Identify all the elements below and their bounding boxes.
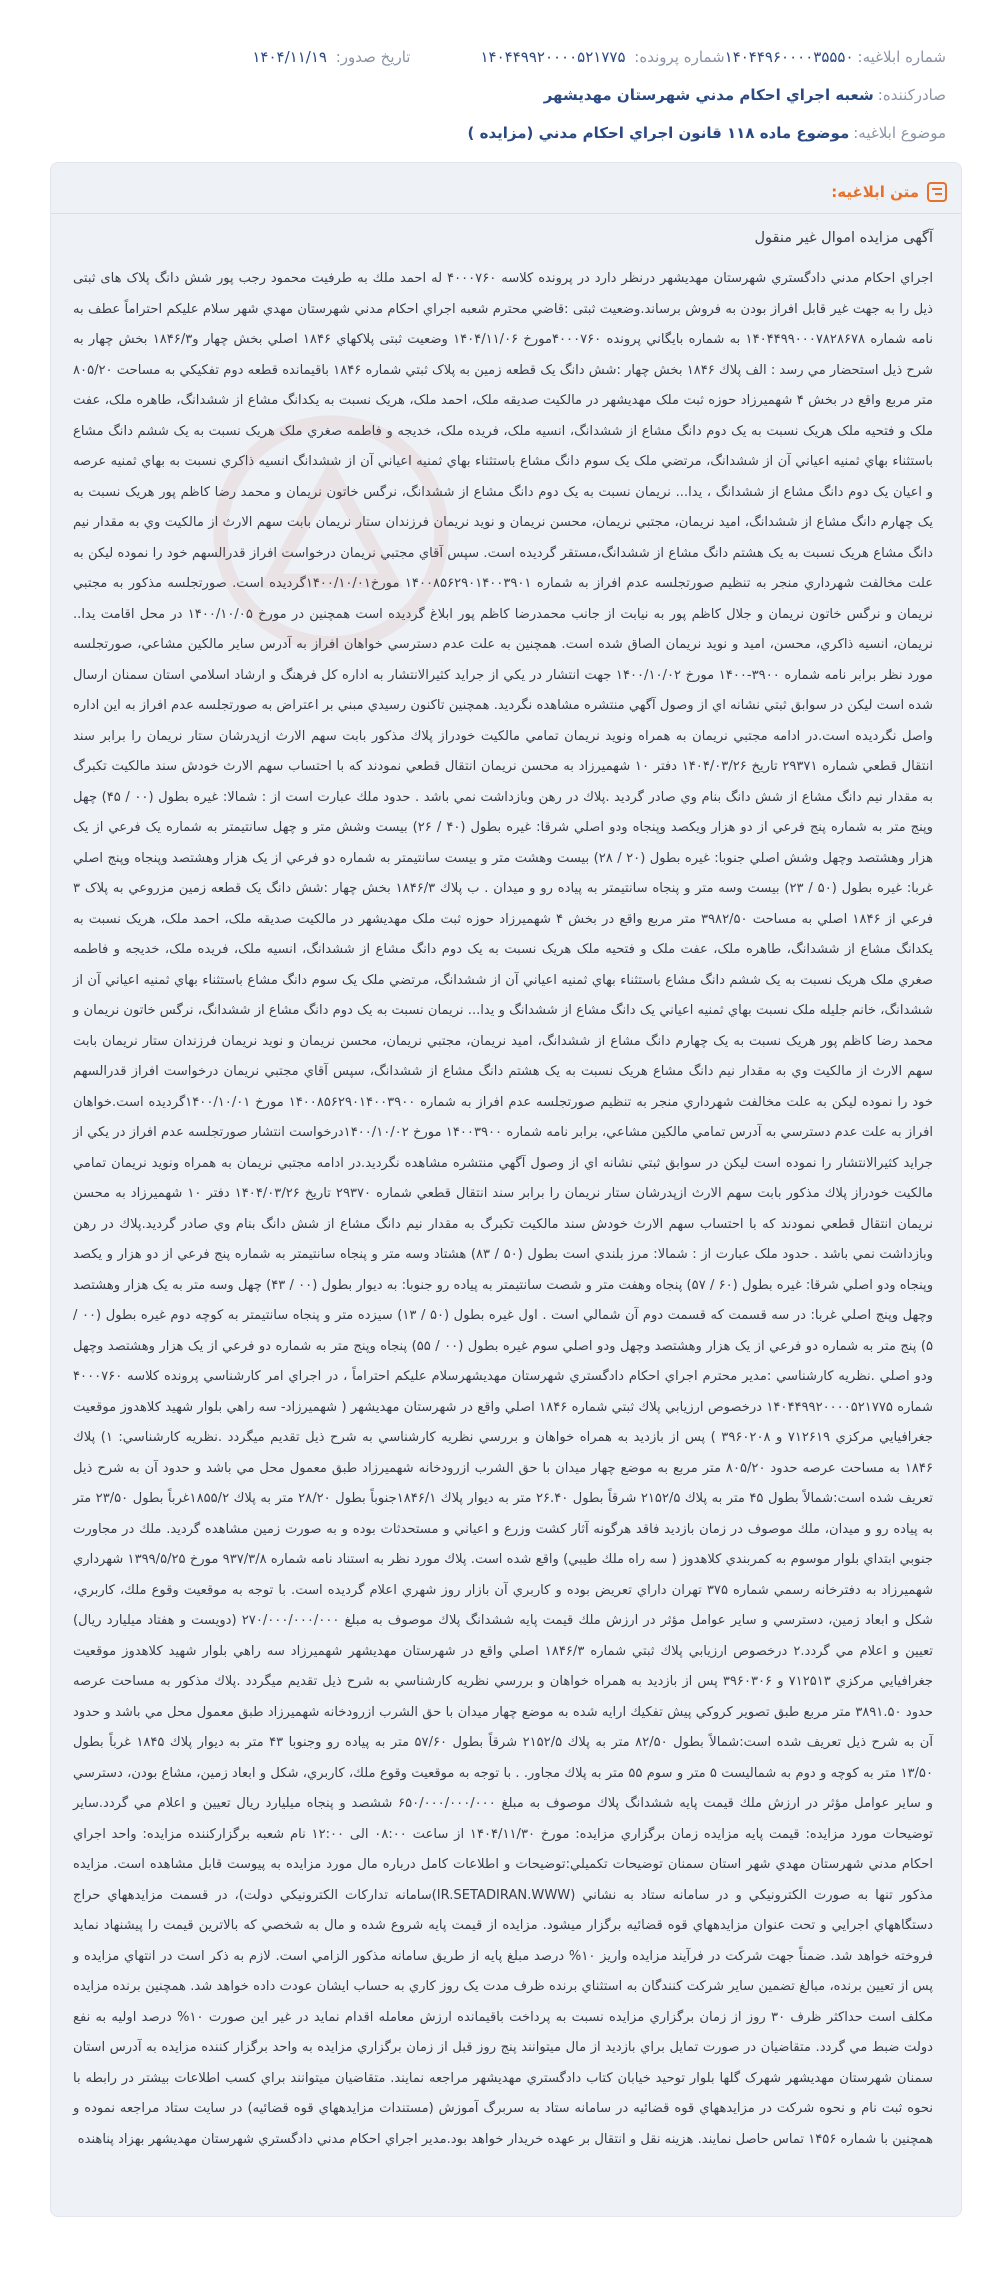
issue-date-label: تاریخ صدور: <box>335 48 411 66</box>
case-number: ۱۴۰۴۴۹۹۲۰۰۰۰۵۲۱۷۷۵ <box>480 48 626 66</box>
issuer: شعبه اجراي احكام مدني شهرستان مهديشهر <box>543 86 874 104</box>
meta-row <box>54 46 946 68</box>
case-number-label: شماره پرونده: <box>634 48 725 66</box>
issuer-label: صادرکننده: <box>877 86 946 104</box>
card-header <box>51 163 961 209</box>
notice-heading: آگهی مزایده اموال غیر منقول <box>754 230 933 246</box>
issue-date: ۱۴۰۴/۱۱/۱۹ <box>252 48 327 66</box>
notice-header <box>0 0 1000 160</box>
issuer-row <box>54 84 946 106</box>
notice-number: ۱۴۰۴۴۹۶۰۰۰۰۳۵۵۵۰ <box>724 48 854 66</box>
subject-label: موضوع ابلاغیه: <box>853 124 946 142</box>
notice-number-label: شماره ابلاغیه: <box>857 48 946 66</box>
notice-icon <box>927 182 947 202</box>
card-body <box>51 214 961 2155</box>
subject-row <box>54 122 946 144</box>
notice-card <box>50 162 962 2217</box>
subject: موضوع ماده ۱۱۸ قانون اجراي احكام مدني (مزايده ) <box>467 124 850 142</box>
issue-date-group <box>252 48 410 66</box>
notice-body-text: اجراي احكام مدني دادگستري شهرستان مهديشهر درنظر دارد در پرونده كلاسه ۴۰۰۰۷۶۰ له احمد ملك به طرفيت محمود رجب پور شش دانگ پلاک های ثبتی ذیل را به جهت غیر قابل افراز بودن به فروش برساند.وضعیت ثبتی :قاضي محترم شعبه اجراي احكام مدني شهرستان مهدي شهر سلام عليكم احتراماً عطف به نامه شماره ۱۴۰۴۴۹۹۰۰۰۷۸۲۸۶۷۸ به شماره بايگاني پرونده ۴۰۰۰۷۶۰مورخ ۱۴۰۴/۱۱/۰۶ وضعیت ثبتی پلاكهاي ۱۸۴۶ اصلي بخش چهار و۱۸۴۶/۳ بخش چهار به شرح ذيل استحضار مي رسد : الف پلاك ۱۸۴۶ بخش چهار :شش دانگ يک قطعه زمين به پلاک ثبتي شماره ۱۸۴۶ باقيمانده قطعه دوم تفکيکي به مساحت ۸۰۵/۲۰ متر مربع واقع در بخش ۴ شهميرزاد حوزه ثبت ملک مهديشهر در مالکيت صديقه ملک، احمد ملک، هريک نسبت به يکدانگ مشاع از ششدانگ، طاهره ملک، عفت ملک و فتحيه ملک هريک نسبت به يک دوم دانگ مشاع از ششدانگ، انسيه ملک، فريده ملک، خديجه و فاطمه صغري ملک هريک نسبت به يک ششم دانگ مشاع باستثناء بهاي ثمنيه اعياني آن از ششدانگ، مرتضي ملک يک سوم دانگ مشاع باستثناء بهاي ثمنيه اعياني آن از ششدانگ انسيه ذاکري نسبت به بهاي ثمنيه عرصه و اعيان يک دوم دانگ مشاع از ششدانگ ، يدا... نريمان نسبت به يک دوم دانگ مشاع از ششدانگ، نرگس خاتون نريمان و محمد رضا کاظم پور هريک نسبت به يک چهارم دانگ مشاع از ششدانگ، اميد نريمان، مجتبي نريمان، محسن نريمان و نويد نريمان فرزندان ستار نريمان بابت سهم الارث از مالكيت وي به مقدار نيم دانگ مشاع هريک نسبت به يک هشتم دانگ مشاع از ششدانگ،مستقر گرديده است. سپس آقاي مجتبي نريمان درخواست افراز قدرالسهم خود را نموده ليكن به علت مخالفت شهرداري منجر به تنظيم صورتجلسه عدم افراز به شماره ۱۴۰۰۸۵۶۲۹۰۱۴۰۰۳۹۰۱ مورخ۱۴۰۰/۱۰/۰۱گرديده است. صورتجلسه مذكور به مجتبي نريمان و نرگس خاتون نريمان و جلال كاظم پور به نيابت از جانب محمدرضا كاظم پور ابلاغ گرديده است همچنين در مورخ ۱۴۰۰/۱۰/۰۵ در محل اقامت يدا.. نريمان، انسيه ذاكري، محسن، اميد و نويد نريمان الصاق شده است. همچنين به علت عدم دسترسي خواهان افراز به آدرس ساير مالكين مشاعي، صورتجلسه مورد نظر برابر نامه شماره ۳۹۰۰-۱۴۰۰ مورخ ۱۴۰۰/۱۰/۰۲ جهت انتشار در يكي از جرايد كثيرالانتشار به اداره كل فرهنگ و ارشاد اسلامي استان سمنان ارسال شده است ليكن در سوابق ثبتي نشانه اي از وصول آگهي منتشره مشاهده نگرديد. همچنين تاكنون رسيدي مبني بر اعتراض به صورتجلسه عدم افراز به اين اداره واصل نگرديده است.در ادامه مجتبي نريمان به همراه ونويد نريمان تمامي مالكيت خودراز پلاك مذكور بابت سهم الارث ازپدرشان ستار نريمان را برابر سند انتقال قطعي شماره ۲۹۳۷۱ تاريخ ۱۴۰۴/۰۳/۲۶ دفتر ۱۰ شهميرزاد به محسن نريمان انتقال قطعي نمودند كه با احتساب سهم الارث خودش سند مالكيت تكبرگ به مقدار نيم دانگ مشاع از شش دانگ بنام وي صادر گرديد .پلاك در رهن وبازداشت نمي باشد . حدود ملك عبارت است از : شمالا: غيره بطول (۰۰ / ۴۵) چهل وپنج متر به شماره پنج فرعي از دو هزار ويكصد وپنجاه ودو اصلي شرقا: غيره بطول (۴۰ / ۲۶) بيست وشش متر و چهل سانتيمتر به شماره يک فرعي از يک هزار وهشتصد وچهل وشش اصلي جنوبا: غيره بطول (۲۰ / ۲۸) بيست وهشت متر و بيست سانتيمتر به شماره دو فرعي از يک هزار وهشتصد وپنجاه وپنج اصلي غربا: غيره بطول (۵۰ / ۲۳) بيست وسه متر و پنجاه سانتيمتر به پياده رو و ميدان . ب پلاك ۱۸۴۶/۳ بخش چهار :شش دانگ يک قطعه زمين مزروعي به پلاک ۳ فرعي از ۱۸۴۶ اصلي به مساحت ۳۹۸۲/۵۰ متر مربع واقع در بخش ۴ شهميرزاد حوزه ثبت ملک مهديشهر در مالکيت صديقه ملک، احمد ملک، هريک نسبت به يکدانگ مشاع از ششدانگ، طاهره ملک، عفت ملک و فتحيه ملک هريک نسبت به يک دوم دانگ مشاع از ششدانگ، انسيه ملک، فريده ملک، خديجه و فاطمه صغري ملک هريک نسبت به يک ششم دانگ مشاع باستثناء بهاي ثمنيه اعياني آن از ششدانگ، مرتضي ملک يک سوم دانگ مشاع باستثناء بهاي ثمنيه اعياني آن از ششدانگ، خانم جليله ملک نسبت بهاي ثمنيه اعياني يک دانگ مشاع از ششدانگ و يدا... نريمان نسبت به يک دوم دانگ مشاع از ششدانگ، نرگس خاتون نريمان و محمد رضا کاظم پور هريک نسبت به يک چهارم دانگ مشاع از ششدانگ، اميد نريمان، مجتبي نريمان، محسن نريمان و نويد نريمان فرزندان ستار نريمان بابت سهم الارث از مالكيت وي به مقدار نيم دانگ مشاع هريک نسبت به يک هشتم دانگ مشاع از ششدانگ، سپس آقاي مجتبي نريمان درخواست افراز قدرالسهم خود را نموده ليكن به علت مخالفت شهرداري منجر به تنظيم صورتجلسه عدم افراز به شماره ۱۴۰۰۸۵۶۲۹۰۱۴۰۰۳۹۰۰ مورخ ۱۴۰۰/۱۰/۰۱گرديده است.خواهان افراز به علت عدم دسترسي به آدرس تمامي مالكين مشاعي، برابر نامه شماره ۱۴۰۰۳۹۰۰ مورخ ۱۴۰۰/۱۰/۰۲درخواست انتشار صورتجلسه عدم افراز در يكي از جرايد كثيرالانتشار را نموده است ليكن در سوابق ثبتي نشانه اي از وصول آگهي منتشره مشاهده نگرديد.در ادامه مجتبي نريمان به همراه ونويد نريمان تمامي مالكيت خودراز پلاك مذكور بابت سهم الارث ازپدرشان ستار نريمان را برابر سند انتقال قطعي شماره ۲۹۳۷۰ تاريخ ۱۴۰۴/۰۳/۲۶ دفتر ۱۰ شهميرزاد به محسن نريمان انتقال قطعي نمودند كه با احتساب سهم الارث خودش سند مالكيت تكبرگ به مقدار نيم دانگ مشاع از شش دانگ بنام وي صادر گرديد.پلاك در رهن وبازداشت نمي باشد . حدود ملک عبارت از : شمالا: مرز بلندي است بطول (۵۰ / ۸۳) هشتاد وسه متر و پنجاه سانتيمتر به شماره پنج فرعي از دو هزار و يكصد وپنجاه ودو اصلي شرقا: غيره بطول (۶۰ / ۵۷) پنجاه وهفت متر و شصت سانتيمتر به پياده رو جنوبا: به ديوار بطول (۰۰ / ۴۳) چهل وسه متر به يک هزار وهشتصد وچهل وپنج اصلي غربا: در سه قسمت كه قسمت دوم آن شمالي است . اول غيره بطول (۵۰ / ۱۳) سيزده متر و پنجاه سانتيمتر به كوچه دوم غيره بطول (۰۰ / ۵) پنج متر به شماره دو فرعي از يک هزار وهشتصد وچهل ودو اصلي سوم غيره بطول (۰۰ / ۵۵) پنجاه وپنج متر به شماره دو فرعي از يک هزار وهشتصد وچهل ودو اصلي .نظريه كارشناسي :مدير محترم اجراي احكام دادگستري شهرستان مهديشهرسلام عليكم احتراماً ، در اجراي امر كارشناسي پرونده كلاسه ۴۰۰۰۷۶۰ شماره ۱۴۰۴۴۹۹۲۰۰۰۰۵۲۱۷۷۵ درخصوص ارزيابي پلاك ثبتي شماره ۱۸۴۶ اصلي واقع در شهرستان مهديشهر ( شهميرزاد- سه راهي بلوار شهيد كلاهدوز موقعيت جغرافيايي مركزي ۷۱۲۶۱۹ و ۳۹۶۰۲۰۸ ) پس از بازديد به همراه خواهان و بررسي نظريه كارشناسي به شرح ذيل تقديم ميگردد .نظريه كارشناسي: ۱) پلاك ۱۸۴۶ به مساحت عرصه حدود ۸۰۵/۲۰ متر مربع به موضع چهار ميدان با حق الشرب ازرودخانه شهميرزاد طبق معمول محل مي باشد و حدود آن به شرح ذيل تعريف شده است:شمالاً بطول ۴۵ متر به پلاك ۲۱۵۲/۵ شرقاً بطول ۲۶.۴۰ متر به ديوار پلاك ۱۸۴۶/۱جنوباً بطول ۲۸/۲۰ متر به پلاك ۱۸۵۵/۲غرباً بطول ۲۳/۵۰ متر به پياده رو و ميدان، ملك موصوف در زمان بازديد فاقد هرگونه آثار كشت وزرع و اعياني و مستحدثات بوده و به صورت زمين مشاهده گرديد. ملك در مجاورت جنوبي ابتداي بلوار موسوم به كمربندي كلاهدوز ( سه راه ملك طيبي) واقع شده است. پلاك مورد نظر به استناد نامه شماره ۹۳۷/۳/۸ مورخ ۱۳۹۹/۵/۲۵ شهرداري شهميرزاد به دفترخانه رسمي شماره ۳۷۵ تهران داراي تعريض بوده و كاربري آن بازار روز شهري اعلام گرديده است. با توجه به موقعيت وقوع ملك، كاربري، شكل و ابعاد زمين، دسترسي و ساير عوامل مؤثر در ارزش ملك قيمت پايه ششدانگ پلاك موصوف به مبلغ ۲۷۰/۰۰۰/۰۰۰/۰۰۰ (دويست و هفتاد ميليارد ريال) تعيين و اعلام مي گردد.۲ درخصوص ارزيابي پلاك ثبتي شماره ۱۸۴۶/۳ اصلي واقع در شهرستان مهديشهر شهميرزاد سه راهي بلوار شهيد كلاهدوز موقعيت جغرافيايي مركزي ۷۱۲۵۱۳ و ۳۹۶۰۳۰۶ پس از بازديد به همراه خواهان و بررسي نظريه كارشناسي به شرح ذيل تقديم ميگردد .پلاك مذكور به مساحت عرصه حدود ۳۸۹۱.۵۰ متر مربع طبق تصوير كروكي پيش تفكيك ارايه شده به موضع چهار ميدان با حق الشرب ازرودخانه شهميرزاد طبق معمول محل مي باشد و حدود آن به شرح ذيل تعريف شده است:شمالاً بطول ۸۲/۵۰ متر به پلاك ۲۱۵۲/۵ شرقاً بطول ۵۷/۶۰ متر به پياده رو وجنوبا ۴۳ متر به ديوار پلاك ۱۸۴۵ غرباً بطول ۱۳/۵۰ متر به كوچه و دوم به شماليست ۵ متر و سوم ۵۵ متر به پلاك مجاور. . با توجه به موقعيت وقوع ملك، كاربري، شكل و ابعاد زمين، مشاع بودن، دسترسي و ساير عوامل مؤثر در ارزش ملك قيمت پايه ششدانگ پلاك موصوف به مبلغ ۶۵۰/۰۰۰/۰۰۰/۰۰۰ ششصد و پنجاه ميليارد ريال تعيين و اعلام مي گردد.ساير توضيحات مورد مزايده: قيمت پايه مزايده زمان برگزاري مزايده: مورخ ۱۴۰۴/۱۱/۳۰ از ساعت ۰۸:۰۰ الی ۱۲:۰۰ نام شعبه برگزاركننده مزايده: واحد اجراي احكام مدني شهرستان مهدي شهر استان سمنان توضيحات تكميلي:توضيحات و اطلاعات كامل درباره مال مورد مزايده به پيوست قابل مشاهده است. مزايده مذكور تنها به صورت الكترونيكي و در سامانه ستاد به نشاني (IR.SETADIRAN.WWW)سامانه تداركات الكترونيكي دولت)، در قسمت مزايدههاي حراج دستگاههاي اجرايي و تحت عنوان مزايدههاي قوه قضائيه برگزار ميشود. مزايده از قيمت پايه شروع شده و مال به شخصي كه بالاترين قيمت را پيشنهاد نمايد فروخته خواهد شد. ضمناً جهت شركت در فرآيند مزايده واريز ۱۰% درصد مبلغ پايه از طريق سامانه مذكور الزامي است. لازم به ذكر است در انتهاي مزايده و پس از تعيين برنده، مبالغ تضمين ساير شركت كنندگان به استثناي برنده ظرف مدت يک روز كاري به حساب ايشان عودت داده خواهد شد. همچنين برنده مزايده مكلف است حداكثر ظرف ۳۰ روز از زمان برگزاري مزايده نسبت به پرداخت باقيمانده ارزش معامله اقدام نمايد در غير اين صورت ۱۰% درصد اوليه به نفع دولت ضبط مي گردد. متقاضيان در صورت تمايل براي بازديد از مال ميتوانند پنج روز قبل از زمان برگزاري مزايده به واحد برگزار كننده مزايده به آدرس استان سمنان شهرستان مهديشهر شهرک گلها بلوار توحيد خيابان كتاب دادگستري مهديشهر مراجعه نمايند. متقاضيان ميتوانند براي كسب اطلاعات بيشتر در رابطه با نحوه ثبت نام و نحوه شركت در مزايدههاي قوه قضائيه در سامانه ستاد به سربرگ آموزش (مستندات مزايدههاي قوه قضائيه) در سايت ستاد مراجعه نموده و همچنين با شماره ۱۴۵۶ تماس حاصل نمايند. هزينه نقل و انتقال بر عهده خريدار خواهد بود.مدير اجراي احكام مدني دادگستري شهرستان مهديشهر بهزاد پناهنده <box>73 271 934 2147</box>
card-title: متن ابلاغیه : <box>831 183 919 201</box>
case-number-group <box>480 48 724 66</box>
